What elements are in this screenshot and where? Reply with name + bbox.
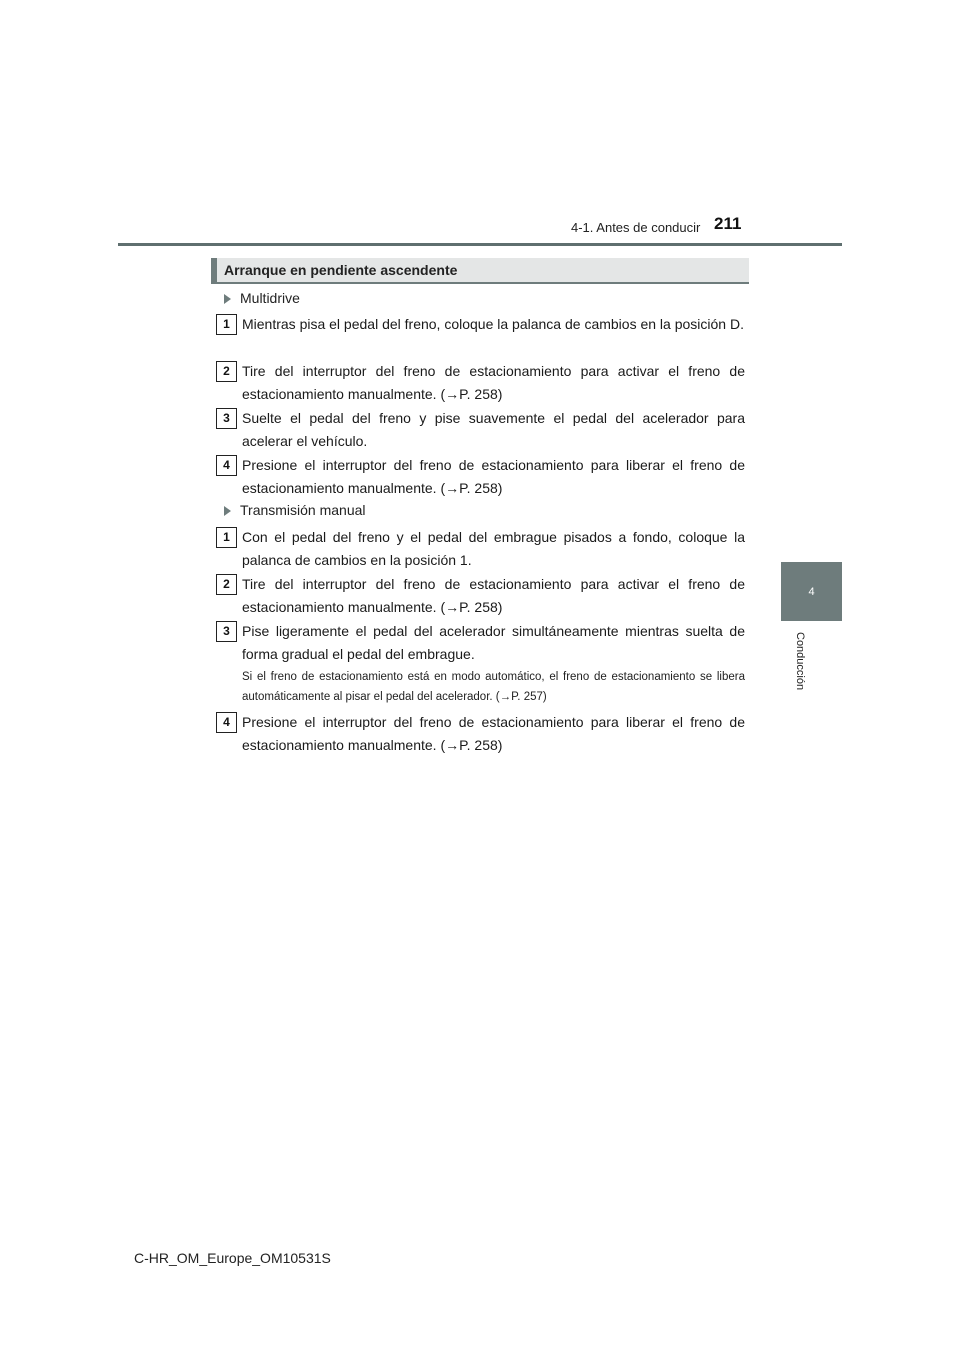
document-code: C-HR_OM_Europe_OM10531S xyxy=(134,1250,331,1266)
header-section-title: 4-1. Antes de conducir xyxy=(571,220,701,235)
step-number-badge: 3 xyxy=(216,621,237,642)
step-text: Presione el interruptor del freno de estacionamiento para liberar el freno de estacionamiento manualmente. (→P. 258) xyxy=(242,457,745,496)
section-title: Arranque en pendiente ascendente xyxy=(224,262,458,278)
step-number-badge: 4 xyxy=(216,455,237,476)
step-number-badge: 1 xyxy=(216,527,237,548)
step-number-badge: 3 xyxy=(216,408,237,429)
step-note: Si el freno de estacionamiento está en modo automático, el freno de estacionamiento se libera automáticamente al pisar el pedal del acelerador. (→P. 257) xyxy=(242,671,745,703)
subheading-multidrive xyxy=(224,290,300,306)
chapter-tab-label: Conducción xyxy=(794,632,806,691)
step-number-badge: 2 xyxy=(216,361,237,382)
step-number-badge: 4 xyxy=(216,712,237,733)
step-text: Mientras pisa el pedal del freno, coloque la palanca de cambios en la posición D. xyxy=(242,316,744,332)
section-heading-bar xyxy=(211,258,217,284)
subheading-multidrive-label: Multidrive xyxy=(240,290,300,306)
subheading-manual-label: Transmisión manual xyxy=(240,502,366,518)
section-heading xyxy=(211,258,749,284)
chapter-tab-number: 4 xyxy=(808,585,815,598)
triangle-bullet-icon xyxy=(224,294,231,304)
step-text: Con el pedal del freno y el pedal del embrague pisados a fondo, coloque la palanca de cambios en la posición 1. xyxy=(242,529,745,568)
step-text: Tire del interruptor del freno de estacionamiento para activar el freno de estacionamiento manualmente. (→P. 258) xyxy=(242,576,745,615)
step-text: Tire del interruptor del freno de estacionamiento para activar el freno de estacionamiento manualmente. (→P. 258) xyxy=(242,363,745,402)
step-text: Presione el interruptor del freno de estacionamiento para liberar el freno de estacionamiento manualmente. (→P. 258) xyxy=(242,714,745,753)
step-text: Suelte el pedal del freno y pise suavemente el pedal del acelerador para acelerar el vehículo. xyxy=(242,410,745,449)
step-number-badge: 2 xyxy=(216,574,237,595)
triangle-bullet-icon xyxy=(224,506,231,516)
step-number-badge: 1 xyxy=(216,314,237,335)
step-text: Pise ligeramente el pedal del acelerador simultáneamente mientras suelta de forma gradual el pedal del embrague. xyxy=(242,623,745,662)
page-number: 211 xyxy=(714,214,742,233)
subheading-manual xyxy=(224,502,366,518)
chapter-tab[interactable] xyxy=(781,562,842,621)
header-divider xyxy=(118,243,842,246)
